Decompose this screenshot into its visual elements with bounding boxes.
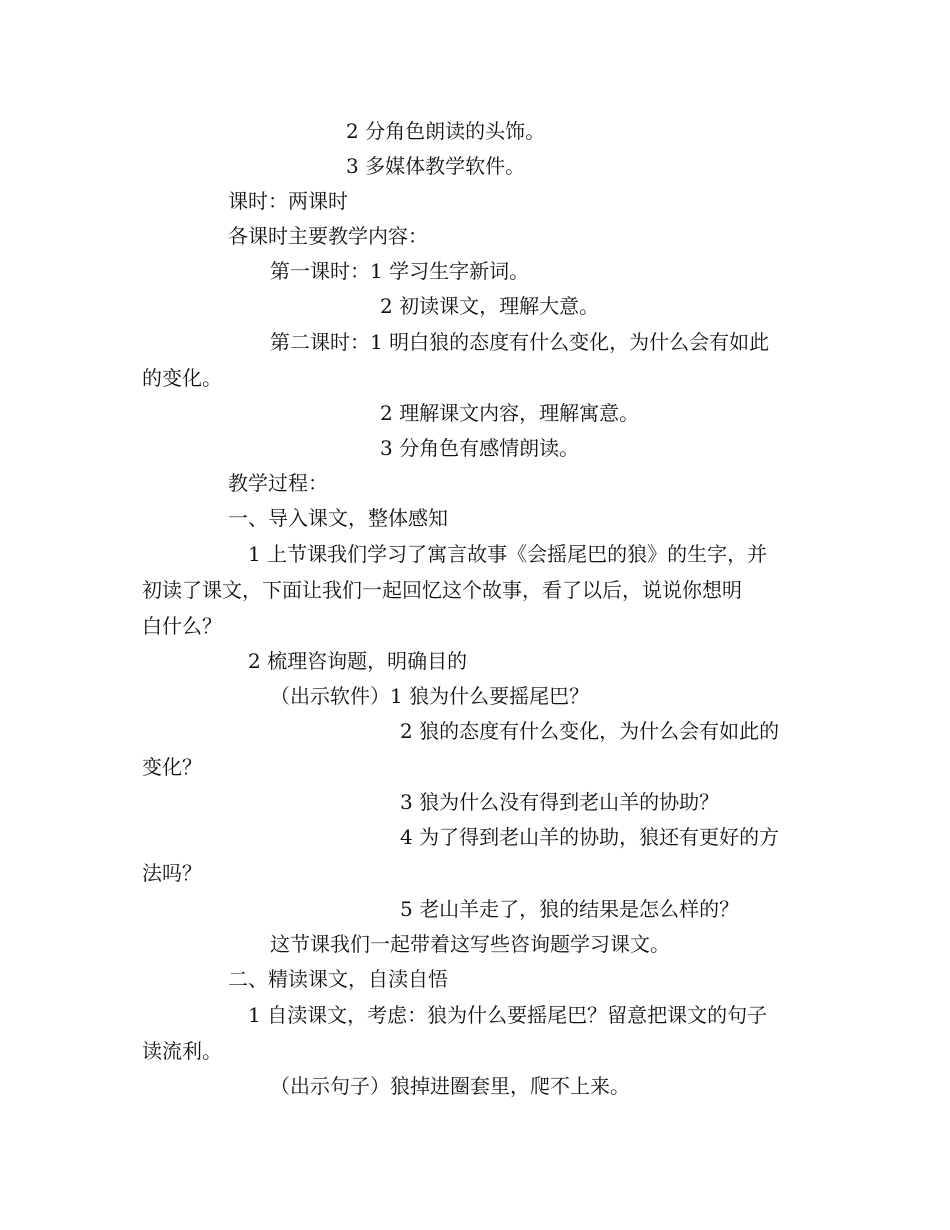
text-line-22: 法吗？	[142, 861, 202, 885]
text-line-4: 各课时主要教学内容：	[228, 224, 428, 248]
text-line-28: （出示句子）狼掉进圈套里，爬不上来。	[270, 1074, 630, 1098]
text-line-23: 5 老山羊走了，狼的结果是怎么样的？	[400, 897, 740, 921]
text-line-24: 这节课我们一起带着这写些咨询题学习课文。	[270, 932, 670, 956]
text-line-8: 的变化。	[142, 366, 222, 390]
text-line-13: 1 上节课我们学习了寓言故事《会摇尾巴的狼》的生字，并	[248, 542, 768, 566]
text-line-15: 白什么？	[142, 614, 222, 638]
text-line-9: 2 理解课文内容，理解寓意。	[380, 401, 640, 425]
text-line-20: 3 狼为什么没有得到老山羊的协助？	[400, 790, 720, 814]
text-line-11: 教学过程：	[228, 471, 328, 495]
text-line-17: （出示软件）1 狼为什么要摇尾巴？	[270, 684, 590, 708]
text-line-27: 读流利。	[142, 1039, 222, 1063]
text-line-3: 课时：两课时	[228, 189, 348, 213]
text-line-19: 变化？	[142, 755, 202, 779]
text-line-1: 2 分角色朗读的头饰。	[346, 119, 546, 143]
text-line-2: 3 多媒体教学软件。	[346, 154, 526, 178]
text-line-26: 1 自渎课文，考虑：狼为什么要摇尾巴？留意把课文的句子	[248, 1003, 768, 1027]
text-line-7: 第二课时：1 明白狼的态度有什么变化，为什么会有如此	[270, 330, 770, 354]
text-line-14: 初读了课文，下面让我们一起回忆这个故事，看了以后，说说你想明	[142, 578, 742, 602]
text-line-12: 一、导入课文，整体感知	[228, 506, 448, 530]
text-line-21: 4 为了得到老山羊的协助，狼还有更好的方	[400, 825, 780, 849]
text-line-18: 2 狼的态度有什么变化，为什么会有如此的	[400, 719, 780, 743]
text-line-10: 3 分角色有感情朗读。	[380, 436, 580, 460]
text-line-16: 2 梳理咨询题，明确目的	[248, 649, 468, 673]
text-line-5: 第一课时：1 学习生字新词。	[270, 259, 530, 283]
text-line-6: 2 初读课文，理解大意。	[380, 294, 600, 318]
text-line-25: 二、精读课文，自渎自悟	[228, 967, 448, 991]
